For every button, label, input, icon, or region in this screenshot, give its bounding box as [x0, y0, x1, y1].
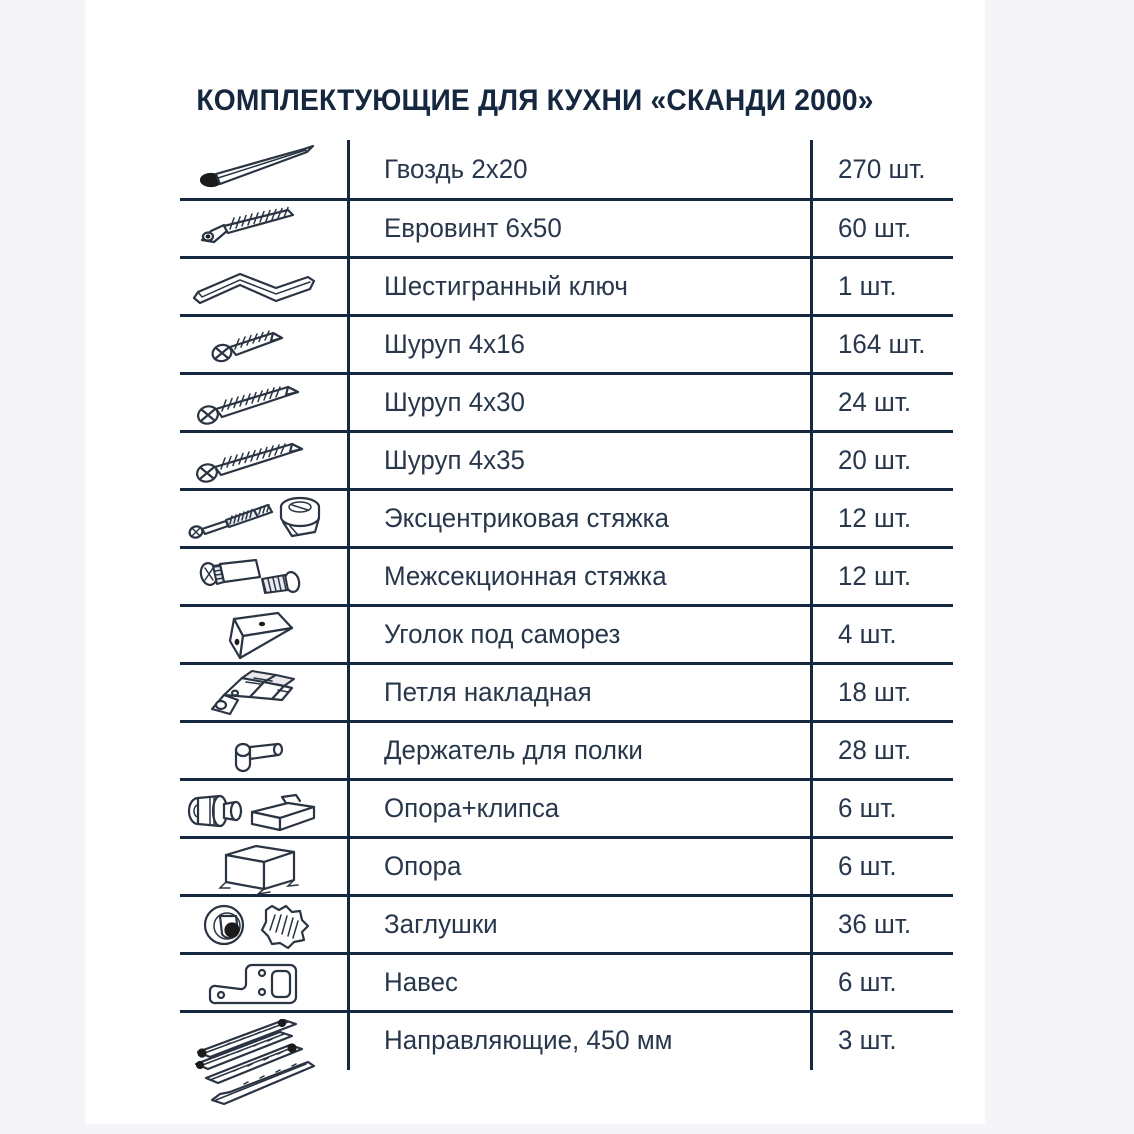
support-clip-icon [180, 780, 347, 838]
part-name-cell [347, 954, 810, 1012]
table-row [180, 836, 953, 894]
parts-table [180, 140, 953, 1068]
part-name-cell [347, 780, 810, 838]
page-title: КОМПЛЕКТУЮЩИЕ ДЛЯ КУХНИ «СКАНДИ 2000» [196, 84, 874, 117]
part-qty-cell [810, 140, 953, 198]
part-qty: 12 шт. [838, 503, 912, 533]
part-name: Опора+клипса [384, 793, 560, 823]
table-row [180, 140, 953, 198]
part-name: Шуруп 4x16 [384, 329, 525, 359]
table-row [180, 1010, 953, 1068]
part-qty: 12 шт. [838, 561, 912, 591]
part-qty-cell [810, 432, 953, 490]
part-name: Шуруп 4x30 [384, 387, 525, 417]
table-row [180, 720, 953, 778]
part-name: Гвоздь 2x20 [384, 153, 528, 184]
part-name-cell [347, 896, 810, 954]
part-qty-cell [810, 722, 953, 780]
support-icon [180, 838, 347, 896]
part-name: Межсекционная стяжка [384, 561, 667, 591]
part-qty: 270 шт. [838, 153, 926, 184]
part-name: Держатель для полки [384, 735, 643, 765]
part-name-cell [347, 258, 810, 316]
part-qty-cell [810, 490, 953, 548]
part-qty: 164 шт. [838, 329, 926, 359]
drawer-slides-icon [180, 1012, 347, 1070]
part-name: Навес [384, 967, 458, 997]
part-qty: 36 шт. [838, 909, 912, 939]
wood-screw-30-icon [180, 374, 347, 432]
euro-screw-icon [180, 200, 347, 258]
part-qty: 18 шт. [838, 677, 912, 707]
part-qty: 1 шт. [838, 271, 897, 301]
cam-lock-icon [180, 490, 347, 548]
part-qty-cell [810, 664, 953, 722]
part-name-cell [347, 200, 810, 258]
wall-hanger-icon [180, 954, 347, 1012]
part-qty-cell [810, 1012, 953, 1070]
part-name: Евровинт 6x50 [384, 213, 562, 243]
table-row [180, 894, 953, 952]
part-qty-cell [810, 374, 953, 432]
part-name-cell [347, 374, 810, 432]
table-row [180, 546, 953, 604]
part-name-cell [347, 1012, 810, 1070]
caps-icon [180, 896, 347, 954]
part-qty: 3 шт. [838, 1025, 897, 1055]
part-qty-cell [810, 780, 953, 838]
part-qty-cell [810, 548, 953, 606]
part-name-cell [347, 664, 810, 722]
part-name-cell [347, 606, 810, 664]
corner-bracket-icon [180, 606, 347, 664]
table-row [180, 314, 953, 372]
part-name-cell [347, 140, 810, 198]
part-qty: 60 шт. [838, 213, 912, 243]
table-row [180, 604, 953, 662]
table-row [180, 372, 953, 430]
part-qty-cell [810, 838, 953, 896]
part-name-cell [347, 432, 810, 490]
part-name: Шуруп 4x35 [384, 445, 525, 475]
part-name: Направляющие, 450 мм [384, 1025, 673, 1055]
part-name-cell [347, 548, 810, 606]
wood-screw-35-icon [180, 432, 347, 490]
part-qty: 6 шт. [838, 851, 897, 881]
part-qty: 20 шт. [838, 445, 912, 475]
hex-key-icon [180, 258, 347, 316]
part-qty-cell [810, 896, 953, 954]
wood-screw-16-icon [180, 316, 347, 374]
shelf-support-icon [180, 722, 347, 780]
table-row [180, 488, 953, 546]
part-qty-cell [810, 200, 953, 258]
part-name-cell [347, 490, 810, 548]
part-name: Шестигранный ключ [384, 271, 628, 301]
part-name-cell [347, 838, 810, 896]
part-name-cell [347, 722, 810, 780]
hinge-icon [180, 664, 347, 722]
part-qty-cell [810, 606, 953, 664]
part-name: Уголок под саморез [384, 619, 621, 649]
table-row [180, 662, 953, 720]
part-qty: 24 шт. [838, 387, 912, 417]
part-qty: 6 шт. [838, 793, 897, 823]
part-name-cell [347, 316, 810, 374]
part-name: Опора [384, 851, 462, 881]
nail-icon [180, 140, 347, 198]
part-qty: 4 шт. [838, 619, 897, 649]
part-qty: 6 шт. [838, 967, 897, 997]
part-qty: 28 шт. [838, 735, 912, 765]
table-row [180, 778, 953, 836]
part-name: Заглушки [384, 909, 498, 939]
part-name: Эксцентриковая стяжка [384, 503, 669, 533]
part-qty-cell [810, 316, 953, 374]
table-row [180, 256, 953, 314]
document-sheet [85, 0, 985, 1124]
part-name: Петля накладная [384, 677, 592, 707]
table-row [180, 430, 953, 488]
table-row [180, 198, 953, 256]
intersection-bolt-icon [180, 548, 347, 606]
part-qty-cell [810, 954, 953, 1012]
part-qty-cell [810, 258, 953, 316]
table-row [180, 952, 953, 1010]
